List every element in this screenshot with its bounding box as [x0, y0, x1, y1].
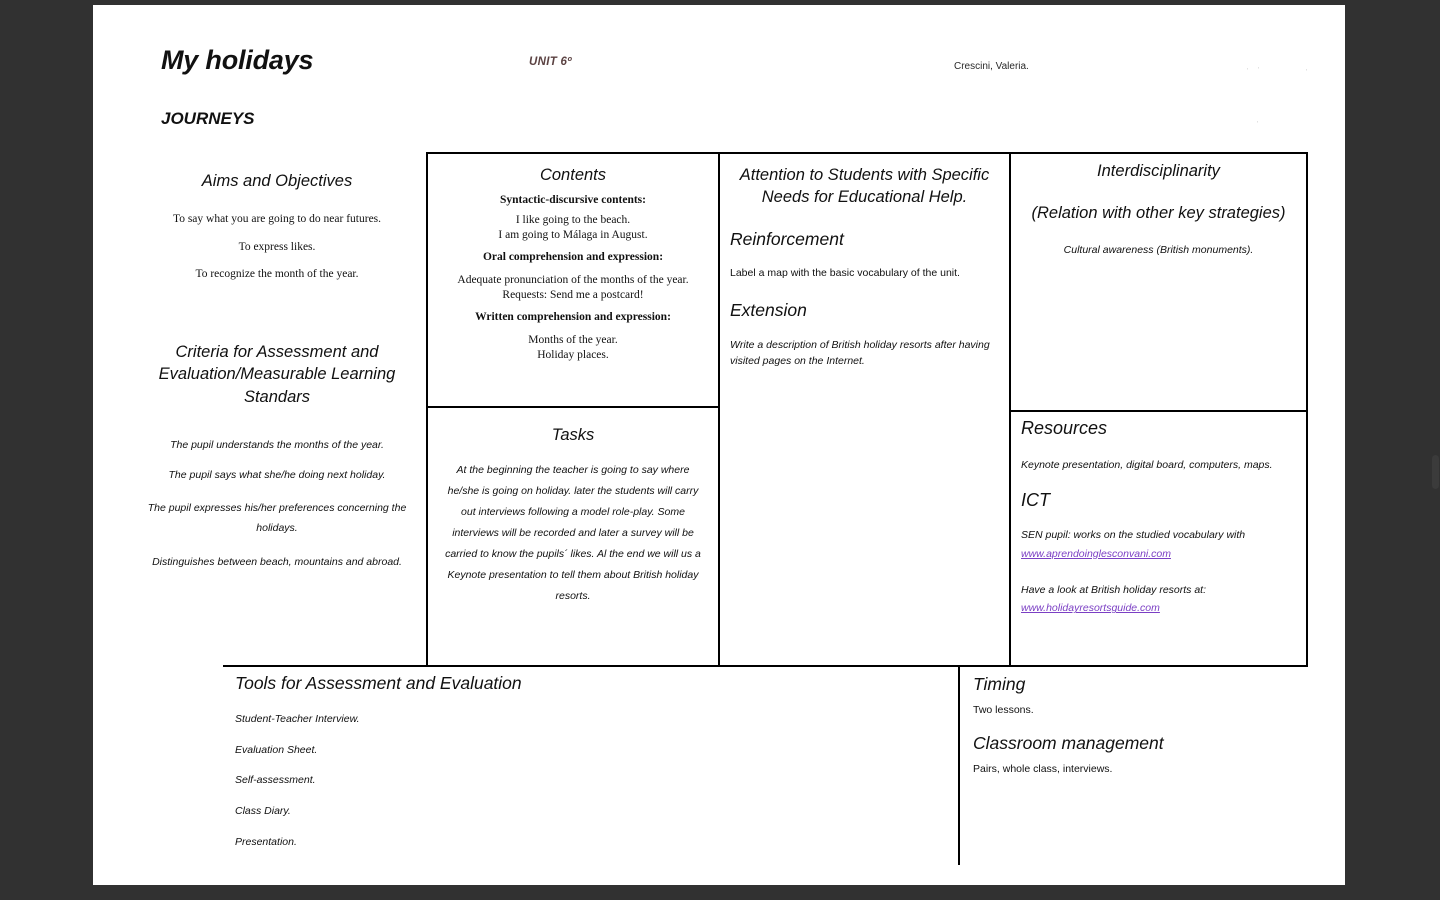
criteria-item: Distinguishes between beach, mountains and abroad.	[152, 555, 402, 568]
grid-hline-contents-tasks	[426, 406, 720, 408]
unit-label: UNIT 6º	[529, 56, 572, 68]
contents-group	[438, 251, 708, 303]
contents-group-line: I am going to Málaga in August.	[498, 229, 648, 242]
ict-heading: ICT	[1021, 489, 1050, 510]
cell-timing-management	[963, 674, 1306, 778]
contents-group-label: Written comprehension and expression:	[475, 311, 671, 324]
tasks-heading: Tasks	[551, 426, 595, 444]
cell-aims-objectives	[130, 170, 424, 295]
attention-heading: Attention to Students with Specific Needs for Educational Help.	[739, 166, 990, 207]
faint-mark: '	[1306, 69, 1308, 76]
ict-line-2: Have a look at British holiday resorts at:	[1021, 583, 1207, 596]
aims-heading: Aims and Objectives	[201, 172, 353, 190]
criteria-item: The pupil understands the months of the year.	[170, 439, 384, 452]
faint-mark: '	[1247, 68, 1249, 75]
criteria-list	[140, 438, 414, 568]
interdisciplinarity-body: Cultural awareness (British monuments).	[1063, 243, 1254, 256]
criteria-heading: Criteria for Assessment and Evaluation/Measurable Learning Standars	[158, 343, 396, 406]
interdisciplinarity-subheading: (Relation with other key strategies)	[1031, 204, 1286, 223]
cell-attention-students	[720, 164, 1009, 370]
lesson-plan-grid	[130, 152, 1308, 848]
vertical-scrollbar[interactable]	[1426, 0, 1440, 900]
contents-group-line: Adequate pronunciation of the months of the year.	[457, 274, 689, 287]
cell-interdisciplinarity	[1011, 160, 1306, 257]
contents-group-label: Oral comprehension and expression:	[482, 251, 664, 264]
contents-group-label: Syntactic-discursive contents:	[500, 194, 646, 207]
tools-item: Self-assessment.	[235, 774, 316, 787]
contents-group	[438, 311, 708, 363]
ict-link-aprendoingles[interactable]: www.aprendoinglesconvani.com	[1021, 547, 1171, 560]
cell-tools-assessment	[225, 673, 955, 865]
aims-list	[140, 212, 414, 281]
ict-link-holidayresorts[interactable]: www.holidayresortsguide.com	[1021, 602, 1160, 615]
scrollbar-thumb[interactable]	[1432, 455, 1439, 489]
timing-body: Two lessons.	[973, 704, 1034, 716]
tasks-body: At the beginning the teacher is going to say where he/she is going on holiday. later the students will carry out interviews following a model role-play. Some interviews will be recorded and later a survey will be carried to know the pupils´ likes. Al the end we will us a Keynote presentation to tell them about British holiday resorts.	[445, 464, 701, 603]
contents-group-line: Holiday places.	[537, 349, 609, 362]
cell-contents	[428, 164, 718, 363]
tools-item: Class Diary.	[235, 805, 291, 818]
criteria-item: The pupil expresses his/her preferences concerning the holidays.	[147, 501, 407, 534]
contents-group-line: Months of the year.	[528, 334, 618, 347]
contents-group-line: Requests: Send me a postcard!	[502, 289, 644, 302]
aims-item: To say what you are going to do near futures.	[172, 213, 382, 226]
extension-body: Write a description of British holiday resorts after having visited pages on the Internet.	[730, 338, 990, 368]
ict-line-1: SEN pupil: works on the studied vocabulary with	[1021, 528, 1246, 541]
page-title: My holidays	[161, 45, 314, 75]
grid-hline-top-mid	[426, 152, 1308, 154]
cell-tasks	[428, 424, 718, 607]
criteria-item: The pupil says what she/he doing next holiday.	[168, 469, 386, 482]
faint-mark: '	[1258, 67, 1260, 74]
grid-vline-bottom	[958, 665, 960, 865]
contents-heading: Contents	[539, 166, 607, 184]
reinforcement-body: Label a map with the basic vocabulary of the unit.	[730, 266, 960, 279]
resources-heading: Resources	[1021, 418, 1108, 438]
cell-criteria-assessment	[130, 341, 424, 585]
faint-mark: '	[1257, 121, 1259, 128]
aims-item: To recognize the month of the year.	[195, 268, 359, 281]
tools-list	[235, 712, 945, 849]
tools-heading: Tools for Assessment and Evaluation	[235, 673, 522, 693]
extension-heading: Extension	[730, 299, 807, 320]
contents-group-line: I like going to the beach.	[515, 214, 631, 227]
tools-item: Presentation.	[235, 835, 297, 848]
contents-group	[438, 194, 708, 243]
interdisciplinarity-heading: Interdisciplinarity	[1097, 162, 1220, 180]
resources-body: Keynote presentation, digital board, computers, maps.	[1021, 459, 1273, 471]
document-page	[93, 5, 1345, 885]
page-subtitle: JOURNEYS	[161, 109, 255, 128]
tools-item: Evaluation Sheet.	[235, 743, 318, 756]
aims-item: To express likes.	[238, 240, 316, 253]
cell-resources	[1011, 418, 1306, 616]
tools-item: Student-Teacher Interview.	[235, 713, 360, 725]
classroom-management-heading: Classroom management	[973, 732, 1164, 753]
timing-heading: Timing	[973, 674, 1026, 694]
classroom-management-body: Pairs, whole class, interviews.	[973, 762, 1113, 775]
grid-hline-inter-resources	[1009, 410, 1308, 412]
grid-hline-bottom	[223, 665, 1308, 667]
reinforcement-heading: Reinforcement	[730, 228, 844, 249]
author-label: Crescini, Valeria.	[954, 61, 1029, 72]
